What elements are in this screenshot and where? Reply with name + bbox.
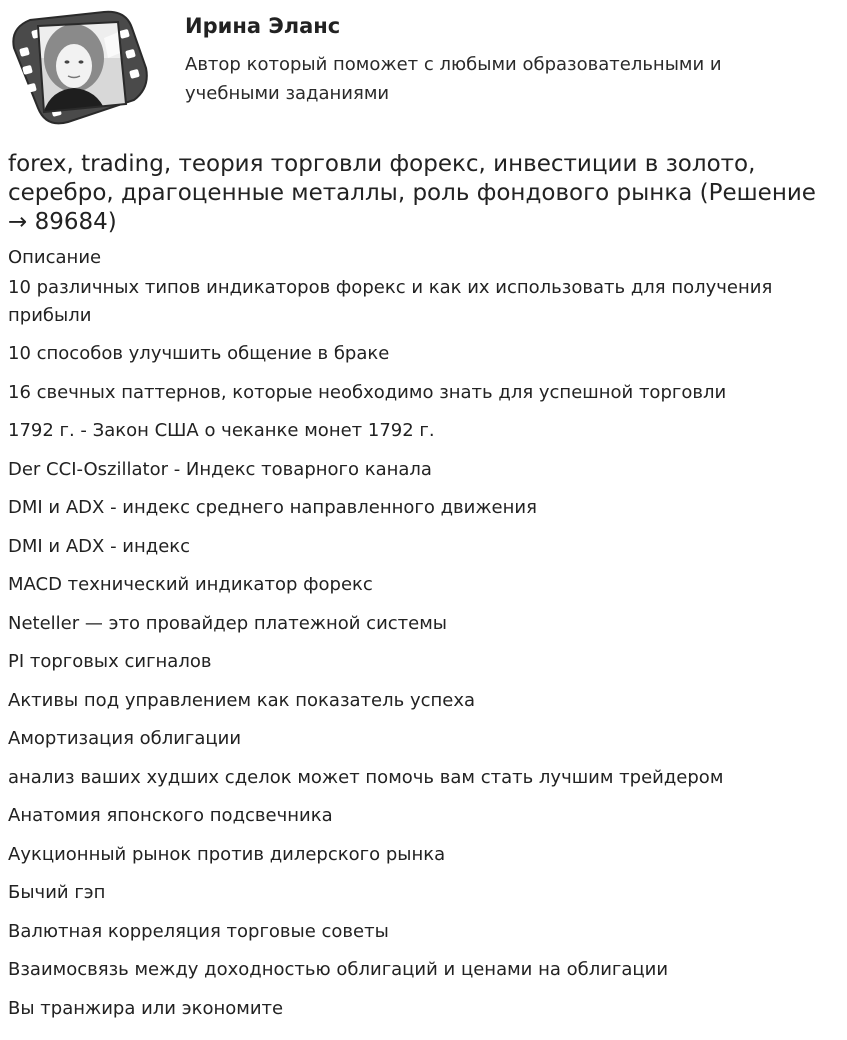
list-item[interactable]: 10 различных типов индикаторов форекс и как их использовать для получения прибыли: [8, 277, 773, 326]
author-description: Автор который поможет с любыми образовательными и учебными заданиями: [185, 54, 722, 104]
list-item[interactable]: 10 способов улучшить общение в браке: [8, 343, 390, 364]
list-item[interactable]: Анатомия японского подсвечника: [8, 805, 333, 826]
page-title: forex, trading, теория торговли форекс, инвестиции в золото, серебро, драгоценные металлы, роль фондового рынка (Решение → 89684): [8, 151, 816, 235]
list-item[interactable]: 16 свечных паттернов, которые необходимо знать для успешной торговли: [8, 381, 727, 403]
film-strip-photo-avatar-icon: [8, 8, 150, 126]
list-item[interactable]: Взаимосвязь между доходностью облигаций и ценами на облигации: [8, 959, 669, 980]
author-name[interactable]: Ирина Эланс: [185, 14, 341, 38]
list-item[interactable]: Бычий гэп: [8, 882, 106, 903]
list-item[interactable]: Der CCI-Oszillator - Индекс товарного канала: [8, 458, 432, 480]
author-card: [8, 8, 838, 128]
list-item[interactable]: Neteller — это провайдер платежной системы: [8, 612, 448, 634]
list-item[interactable]: DMI и ADX - индекс: [8, 535, 191, 557]
list-item[interactable]: Аукционный рынок против дилерского рынка: [8, 843, 446, 865]
avatar[interactable]: [8, 8, 150, 126]
list-item[interactable]: DMI и ADX - индекс среднего направленного движения: [8, 497, 537, 518]
description-label: Описание: [8, 247, 102, 268]
list-item[interactable]: PI торговых сигналов: [8, 651, 212, 672]
list-item[interactable]: Вы транжира или экономите: [8, 997, 284, 1019]
list-item[interactable]: анализ ваших худших сделок может помочь вам стать лучшим трейдером: [8, 766, 724, 788]
topic-list: [8, 274, 828, 1033]
list-item[interactable]: Активы под управлением как показатель успеха: [8, 689, 476, 711]
list-item[interactable]: Валютная корреляция торговые советы: [8, 920, 389, 942]
list-item[interactable]: Амортизация облигации: [8, 728, 242, 749]
list-item[interactable]: MACD технический индикатор форекс: [8, 574, 373, 595]
list-item[interactable]: 1792 г. - Закон США о чеканке монет 1792 г.: [8, 420, 435, 441]
